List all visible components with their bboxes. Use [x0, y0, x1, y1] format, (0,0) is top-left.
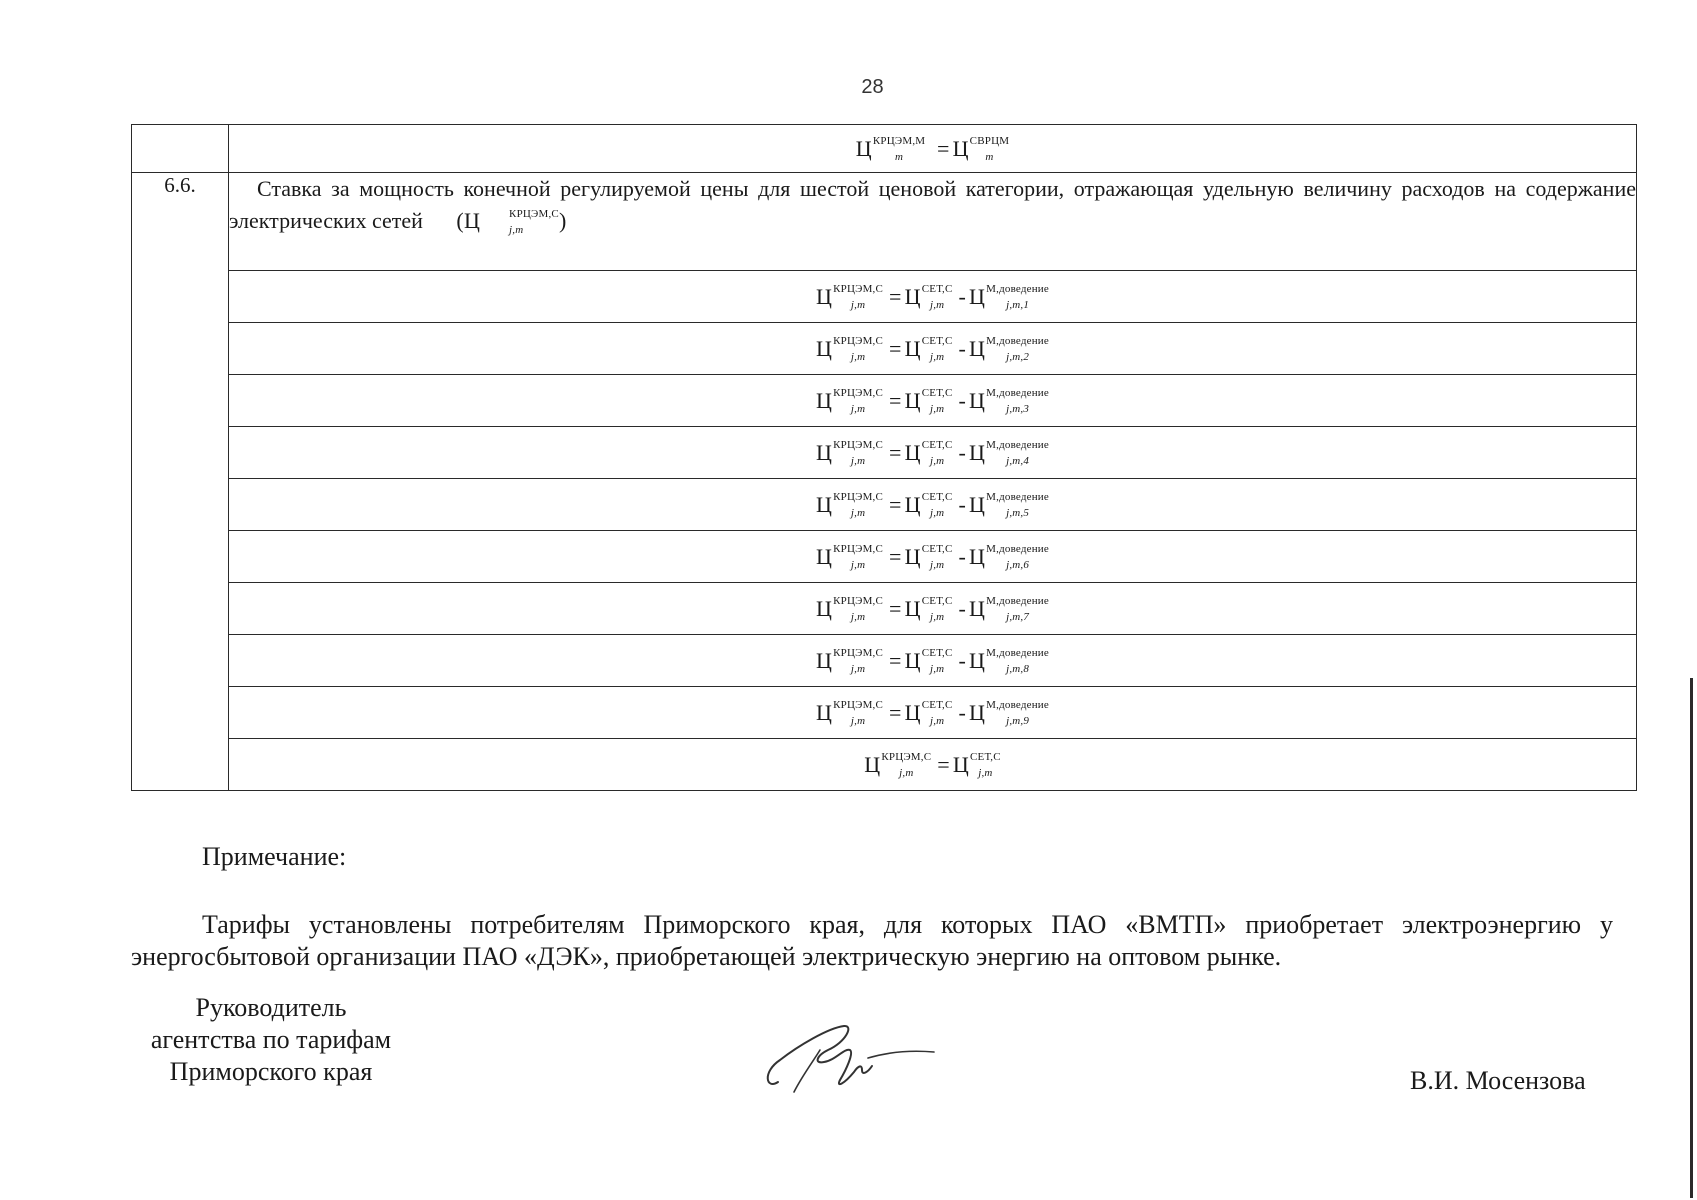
- formula-subscript: j,m: [899, 767, 914, 780]
- scan-edge-line: [1690, 678, 1693, 1198]
- formula-operator: =: [889, 647, 902, 673]
- formula-symbol: Ц: [816, 283, 833, 309]
- formula-symbol: Ц: [904, 647, 921, 673]
- formula-symbol: Ц: [816, 491, 833, 517]
- formula-symbol: Ц: [969, 491, 986, 517]
- formula-superscript: СЕТ,С: [921, 283, 953, 296]
- formula-superscript: М,доведение: [986, 647, 1049, 660]
- formula-subscript: j,m: [509, 223, 524, 236]
- note-heading: Примечание:: [202, 842, 347, 871]
- formula-superscript: КРЦЭМ,С: [509, 207, 559, 220]
- formula: [816, 648, 1049, 674]
- formula: [816, 388, 1049, 414]
- formula-symbol: Ц: [969, 647, 986, 673]
- table-row: [132, 173, 1637, 271]
- formula-operator: =: [937, 751, 950, 777]
- formula-operator: -: [958, 335, 967, 361]
- signer-name: В.И. Мосензова: [1410, 1066, 1586, 1095]
- formula-subscript: j,m: [850, 715, 866, 728]
- formula-subscript: j,m,8: [1006, 663, 1030, 676]
- formula-symbol: Ц: [952, 751, 969, 777]
- formula-paren: (: [456, 208, 464, 233]
- formula-symbol: Ц: [904, 283, 921, 309]
- formula-cell: [229, 635, 1637, 687]
- formula-operator: =: [889, 283, 902, 309]
- formula-operator: =: [889, 387, 902, 413]
- number-cell: [132, 125, 229, 173]
- table-row: [132, 125, 1637, 173]
- formula-superscript: СЕТ,С: [921, 699, 953, 712]
- formula-subscript: j,m: [850, 455, 866, 468]
- formula: [856, 136, 1009, 162]
- formula-operator: -: [958, 543, 967, 569]
- formula-symbol: Ц: [904, 491, 921, 517]
- formula: [816, 284, 1049, 310]
- formula-cell: [229, 323, 1637, 375]
- formula-operator: =: [889, 491, 902, 517]
- formula-symbol: Ц: [855, 135, 872, 161]
- formula: [816, 700, 1049, 726]
- formula-symbol: Ц: [952, 135, 969, 161]
- formula-superscript: СЕТ,С: [921, 335, 953, 348]
- formula-operator: -: [958, 491, 967, 517]
- formula-superscript: М,доведение: [986, 283, 1049, 296]
- formula-subscript: j,m,1: [1006, 299, 1030, 312]
- formula-superscript: СЕТ,С: [921, 387, 953, 400]
- formula-subscript: j,m: [929, 351, 945, 364]
- table-row: [132, 323, 1637, 375]
- formula-superscript: М,доведение: [986, 387, 1049, 400]
- formula-subscript: j,m: [850, 507, 866, 520]
- note-text: Тарифы установлены потребителям Приморского края, для которых ПАО «ВМТП» приобретает электроэнергию у энергосбытовой организации ПАО «ДЭК», приобретающей электрическую энергию на оптовом рынке.: [131, 910, 1613, 971]
- formula-subscript: j,m: [929, 611, 945, 624]
- formula-symbol: Ц: [969, 439, 986, 465]
- formula-subscript: j,m: [850, 299, 866, 312]
- formula-operator: -: [958, 439, 967, 465]
- formula-subscript: j,m: [978, 767, 993, 780]
- formula-symbol: Ц: [463, 208, 481, 233]
- formula-subscript: j,m,9: [1006, 715, 1030, 728]
- formula-superscript: КРЦЭМ,С: [833, 491, 884, 504]
- formula-subscript: j,m: [850, 351, 866, 364]
- formula: [816, 596, 1049, 622]
- formula-superscript: СЕТ,С: [921, 647, 953, 660]
- formula-symbol: Ц: [904, 595, 921, 621]
- formula-subscript: j,m: [929, 455, 945, 468]
- formula-superscript: М,доведение: [986, 335, 1049, 348]
- formula-subscript: j,m: [929, 663, 945, 676]
- signer-title-line: агентства по тарифам: [150, 1025, 392, 1054]
- formula-cell: [229, 739, 1637, 791]
- formula-symbol: Ц: [816, 439, 833, 465]
- formula-superscript: КРЦЭМ,С: [833, 439, 884, 452]
- formula-symbol: Ц: [816, 335, 833, 361]
- handwritten-signature: [758, 1020, 938, 1098]
- formula-symbol: Ц: [969, 387, 986, 413]
- table-row: [132, 531, 1637, 583]
- formula-operator: =: [889, 543, 902, 569]
- formula-operator: =: [889, 335, 902, 361]
- formula-symbol: Ц: [904, 699, 921, 725]
- table-row: [132, 583, 1637, 635]
- formula-superscript: М,доведение: [986, 439, 1049, 452]
- formula-symbol: Ц: [816, 647, 833, 673]
- formula-symbol: Ц: [816, 387, 833, 413]
- description-text: Ставка за мощность конечной регулируемой цены для шестой ценовой категории, отражающая удельную величину расходов на содержание электрических сетей: [229, 176, 1636, 233]
- formula-subscript: j,m: [929, 715, 945, 728]
- formula-subscript: j,m,3: [1006, 403, 1030, 416]
- formula-symbol: Ц: [904, 387, 921, 413]
- formula-subscript: j,m,6: [1006, 559, 1030, 572]
- formula-subscript: j,m,5: [1006, 507, 1030, 520]
- signer-title: [116, 992, 426, 1088]
- formula: [816, 492, 1049, 518]
- formula-operator: =: [936, 135, 950, 161]
- formula-superscript: КРЦЭМ,С: [833, 647, 884, 660]
- tariff-table: [131, 124, 1637, 791]
- formula-subscript: j,m: [850, 403, 866, 416]
- table-row: [132, 479, 1637, 531]
- formula-superscript: КРЦЭМ,М: [872, 135, 926, 148]
- formula-cell: [229, 687, 1637, 739]
- formula-subscript: j,m: [850, 611, 866, 624]
- formula-superscript: СЕТ,С: [921, 595, 953, 608]
- formula-operator: =: [889, 439, 902, 465]
- formula-subscript: j,m: [850, 559, 866, 572]
- formula-superscript: М,доведение: [986, 595, 1049, 608]
- formula-symbol: Ц: [969, 283, 986, 309]
- formula: [816, 440, 1049, 466]
- formula-superscript: СЕТ,С: [921, 543, 953, 556]
- formula: [816, 544, 1049, 570]
- formula: [864, 752, 1001, 778]
- formula-subscript: j,m: [929, 403, 945, 416]
- formula-subscript: j,m,7: [1006, 611, 1030, 624]
- signer-title-line: Приморского края: [169, 1057, 373, 1086]
- formula-superscript: СВРЦМ: [969, 135, 1010, 148]
- formula-operator: -: [958, 647, 967, 673]
- formula-operator: =: [889, 595, 902, 621]
- formula: [816, 336, 1049, 362]
- formula-subscript: j,m,2: [1006, 351, 1030, 364]
- formula-cell: [229, 125, 1637, 173]
- formula-symbol: Ц: [904, 543, 921, 569]
- formula-superscript: М,доведение: [986, 699, 1049, 712]
- formula-superscript: КРЦЭМ,С: [833, 335, 884, 348]
- formula-superscript: СЕТ,С: [921, 491, 953, 504]
- formula-symbol: Ц: [816, 699, 833, 725]
- formula-operator: -: [958, 283, 967, 309]
- formula-superscript: КРЦЭМ,С: [833, 283, 884, 296]
- formula-superscript: СЕТ,С: [969, 751, 1001, 764]
- formula-superscript: КРЦЭМ,С: [833, 543, 884, 556]
- formula-cell: [229, 479, 1637, 531]
- formula-cell: [229, 583, 1637, 635]
- formula-symbol: Ц: [816, 543, 833, 569]
- formula-superscript: СЕТ,С: [921, 439, 953, 452]
- formula-superscript: КРЦЭМ,С: [833, 699, 884, 712]
- formula-symbol: Ц: [969, 335, 986, 361]
- formula-subscript: j,m: [929, 559, 945, 572]
- table-row: [132, 635, 1637, 687]
- formula-symbol: Ц: [969, 543, 986, 569]
- formula-symbol: Ц: [904, 439, 921, 465]
- table-row: [132, 427, 1637, 479]
- formula-superscript: М,доведение: [986, 543, 1049, 556]
- formula-symbol: Ц: [904, 335, 921, 361]
- formula-paren: ): [558, 208, 567, 233]
- formula-superscript: КРЦЭМ,С: [833, 595, 884, 608]
- formula-operator: =: [889, 699, 902, 725]
- formula-subscript: j,m: [929, 299, 945, 312]
- formula-symbol: Ц: [816, 595, 833, 621]
- description-cell: [229, 173, 1637, 271]
- formula-subscript: m: [985, 151, 994, 164]
- formula-cell: [229, 531, 1637, 583]
- formula-subscript: j,m: [929, 507, 945, 520]
- page-number: 28: [861, 76, 884, 98]
- signer-title-line: Руководитель: [195, 993, 347, 1022]
- formula-symbol: Ц: [969, 699, 986, 725]
- formula-operator: -: [958, 387, 967, 413]
- formula-cell: [229, 427, 1637, 479]
- table-row: [132, 739, 1637, 791]
- item-number: 6.6.: [132, 173, 229, 791]
- formula-cell: [229, 375, 1637, 427]
- formula-subscript: j,m,4: [1006, 455, 1030, 468]
- table-row: [132, 271, 1637, 323]
- formula-subscript: j,m: [850, 663, 866, 676]
- formula-subscript: m: [895, 151, 904, 164]
- formula-operator: -: [958, 699, 967, 725]
- formula-operator: -: [958, 595, 967, 621]
- formula-symbol: Ц: [864, 751, 881, 777]
- table-row: [132, 375, 1637, 427]
- formula-superscript: М,доведение: [986, 491, 1049, 504]
- formula-symbol: Ц: [969, 595, 986, 621]
- formula-superscript: КРЦЭМ,С: [833, 387, 884, 400]
- table-row: [132, 687, 1637, 739]
- formula-superscript: КРЦЭМ,С: [881, 751, 932, 764]
- formula-cell: [229, 271, 1637, 323]
- description-symbol: [428, 205, 566, 237]
